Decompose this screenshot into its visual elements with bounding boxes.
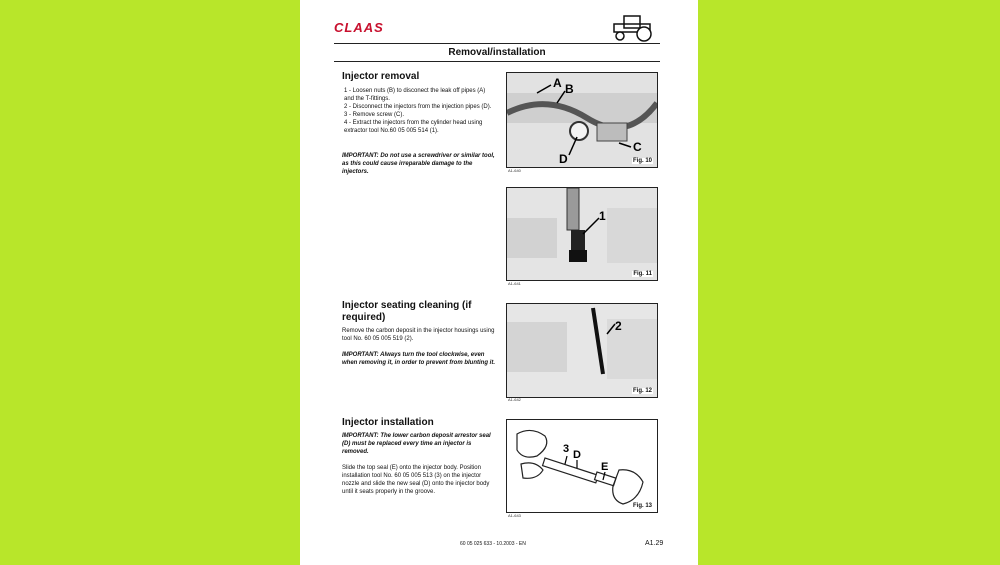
callout-3: 3 <box>563 443 570 455</box>
claas-logo: CLAAS <box>334 20 384 35</box>
footer-doc-number: 60 05 025 633 - 10.2003 - EN <box>460 541 526 547</box>
callout-e: E <box>601 461 609 473</box>
figure-label: Fig. 11 <box>633 271 652 277</box>
figure-12 <box>506 303 658 398</box>
page-title: Removal/installation <box>334 43 660 62</box>
figure-code: A1-642 <box>508 397 521 402</box>
callout-2: 2 <box>615 319 622 333</box>
callout-b: B <box>565 82 574 96</box>
figure-label: Fig. 12 <box>632 388 652 394</box>
section-heading-removal: Injector removal <box>342 71 420 82</box>
figure-code: A1-640 <box>508 168 521 173</box>
removal-important-note: IMPORTANT: Do not use a screwdriver or similar tool, as this could cause irreparable damage to the injectors. <box>342 153 495 175</box>
manual-page <box>300 0 698 565</box>
removal-step: 4 - Extract the injectors from the cylinder head using extractor tool No.60 05 005 514 (1). <box>344 120 483 134</box>
removal-step: 1 - Loosen nuts (B) to disconect the leak off pipes (A) and the T-fittings. <box>344 88 486 102</box>
figure-label: Fig. 13 <box>632 503 652 509</box>
removal-steps <box>344 87 496 135</box>
callout-1: 1 <box>599 209 606 223</box>
section-heading-installation: Injector installation <box>342 417 434 428</box>
figure-code: A1-641 <box>508 281 521 286</box>
seating-important-note: IMPORTANT: Always turn the tool clockwise, even when removing it, in order to prevent from blunting it. <box>342 352 496 366</box>
installation-text: Slide the top seal (E) onto the injector body. Position installation tool No. 60 05 005 513 (3) on the injector nozzle and slide the new seal (D) onto the injector body until it seats properly in the groove. <box>342 465 490 495</box>
callout-d: D <box>559 152 568 166</box>
tractor-icon <box>610 12 660 42</box>
removal-step: 3 - Remove screw (C). <box>344 112 405 118</box>
installation-important-note: IMPORTANT: The lower carbon deposit arrestor seal (D) must be replaced every time an injector is removed. <box>342 433 491 455</box>
section-heading-seating: Injector seating cleaning (if required) <box>342 300 472 323</box>
seating-text: Remove the carbon deposit in the injector housings using tool No. 60 05 005 519 (2). <box>342 328 495 342</box>
callout-a: A <box>553 76 562 90</box>
figure-10 <box>506 72 658 168</box>
figure-13 <box>506 419 658 513</box>
removal-step: 2 - Disconnect the injectors from the injection pipes (D). <box>344 104 492 110</box>
figure-code: A1-643 <box>508 513 521 518</box>
callout-c: C <box>633 140 642 154</box>
figure-label: Fig. 10 <box>632 158 652 164</box>
figure-11 <box>506 187 658 281</box>
page-number: A1.29 <box>645 540 664 547</box>
callout-d: D <box>573 449 581 461</box>
